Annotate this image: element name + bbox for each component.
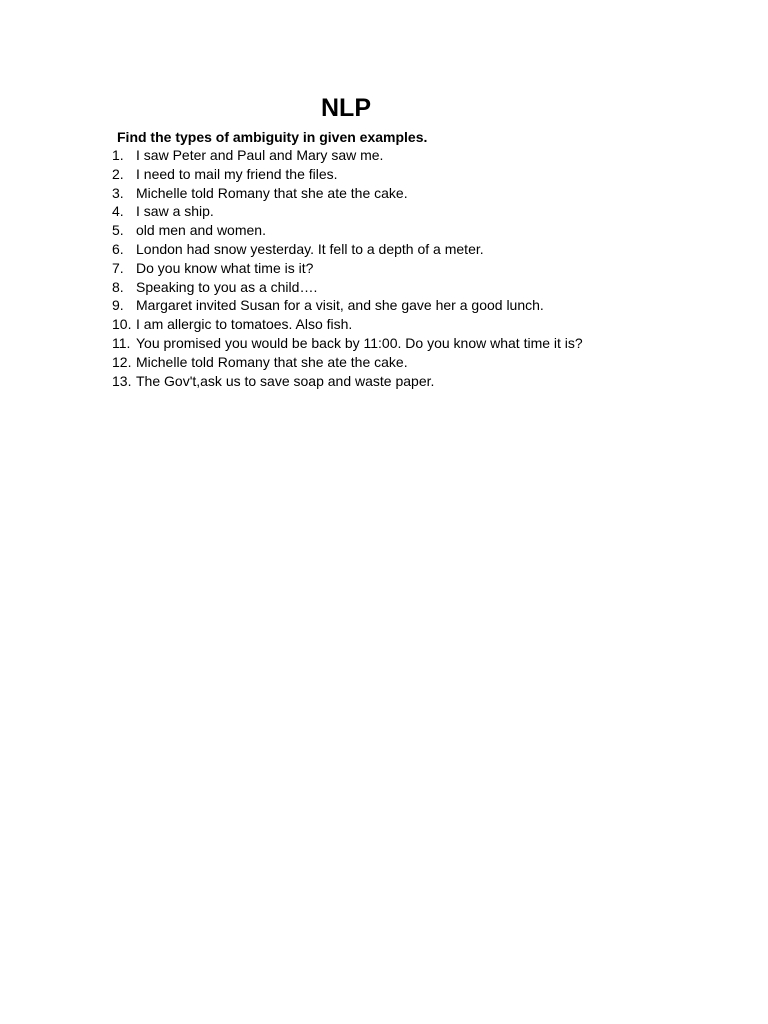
item-number: 10.: [112, 316, 132, 333]
item-number: 5.: [112, 222, 124, 239]
item-number: 1.: [112, 147, 124, 163]
item-text: old men and women.: [136, 222, 266, 239]
instruction-text: Find the types of ambiguity in given examples.: [117, 129, 428, 145]
item-number: 13.: [112, 372, 132, 389]
item-text: London had snow yesterday. It fell to a depth of a meter.: [136, 240, 484, 257]
item-number: 12.: [112, 353, 132, 370]
item-text: Speaking to you as a child….: [136, 278, 318, 295]
item-text: The Gov't,ask us to save soap and waste paper.: [136, 372, 435, 389]
item-text: Michelle told Romany that she ate the cake.: [136, 353, 408, 370]
item-text: Do you know what time is it?: [136, 259, 314, 276]
item-number: 2.: [112, 165, 124, 182]
item-text: I am allergic to tomatoes. Also fish.: [136, 316, 353, 333]
item-number: 3.: [112, 184, 124, 201]
item-number: 7.: [112, 259, 124, 276]
item-number: 9.: [112, 297, 124, 314]
item-text: Michelle told Romany that she ate the cake.: [136, 184, 408, 201]
item-text: You promised you would be back by 11:00. Do you know what time it is?: [136, 334, 583, 351]
item-text: I saw Peter and Paul and Mary saw me.: [136, 147, 384, 163]
item-number: 11.: [112, 334, 131, 351]
item-text: Margaret invited Susan for a visit, and she gave her a good lunch.: [136, 297, 544, 314]
item-number: 4.: [112, 203, 124, 220]
page-title: NLP: [321, 94, 371, 122]
item-text: I need to mail my friend the files.: [136, 165, 338, 182]
item-text: I saw a ship.: [136, 203, 214, 220]
item-number: 6.: [112, 240, 124, 257]
item-number: 8.: [112, 278, 124, 295]
